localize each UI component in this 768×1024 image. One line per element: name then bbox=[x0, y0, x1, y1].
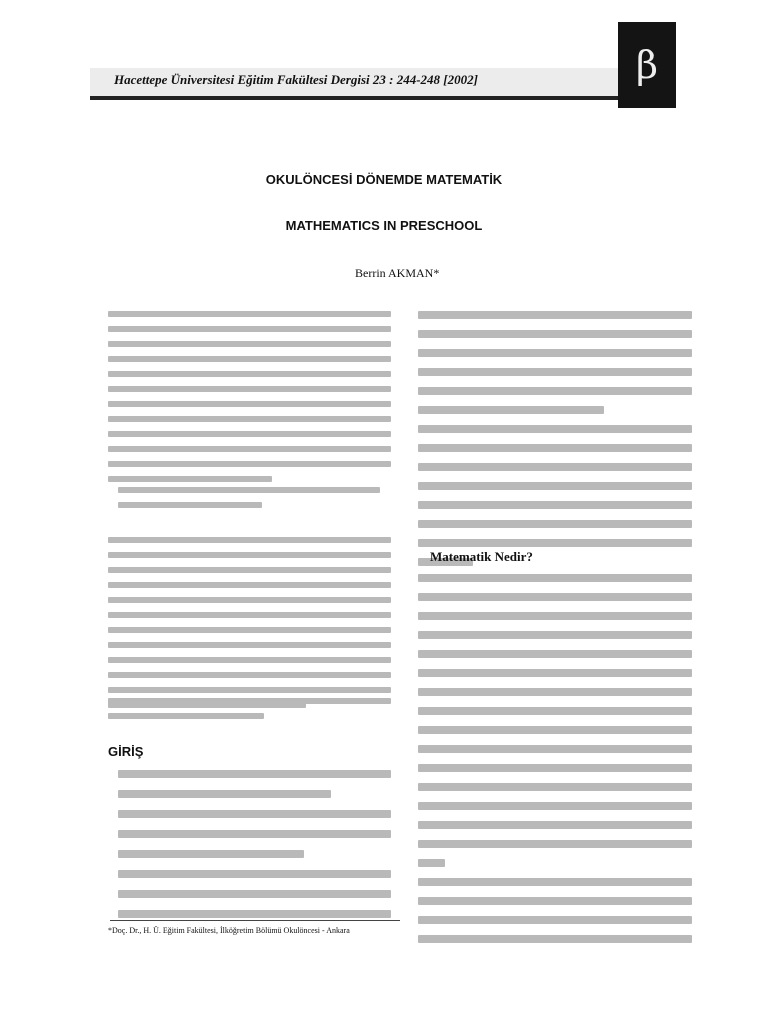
right-column-body-bottom bbox=[418, 574, 692, 943]
author-affiliation-footnote: *Doç. Dr., H. Ü. Eğitim Fakültesi, İlköğretim Bölümü Okulöncesi - Ankara bbox=[108, 926, 350, 935]
paper-title-turkish: OKULÖNCESİ DÖNEMDE MATEMATİK bbox=[265, 172, 503, 187]
university-seal-icon bbox=[618, 22, 676, 108]
section-heading-matematik-nedir: Matematik Nedir? bbox=[430, 549, 533, 564]
paper-title-english: MATHEMATICS IN PRESCHOOL bbox=[285, 218, 483, 233]
section-heading-giris: GİRİŞ bbox=[108, 744, 144, 759]
seal-glyph: β bbox=[636, 43, 658, 87]
journal-citation: Hacettepe Üniversitesi Eğitim Fakültesi Dergisi 23 : 244-248 [2002] bbox=[114, 72, 478, 87]
right-column-body-top bbox=[418, 311, 692, 566]
keywords-block-turkish bbox=[118, 487, 380, 508]
turkish-abstract-block bbox=[108, 311, 391, 482]
keywords-block-english bbox=[108, 698, 391, 719]
english-abstract-block bbox=[108, 537, 391, 708]
author-name: Berrin AKMAN* bbox=[355, 266, 440, 280]
giris-body-text bbox=[118, 770, 391, 918]
footnote-divider bbox=[110, 920, 400, 921]
